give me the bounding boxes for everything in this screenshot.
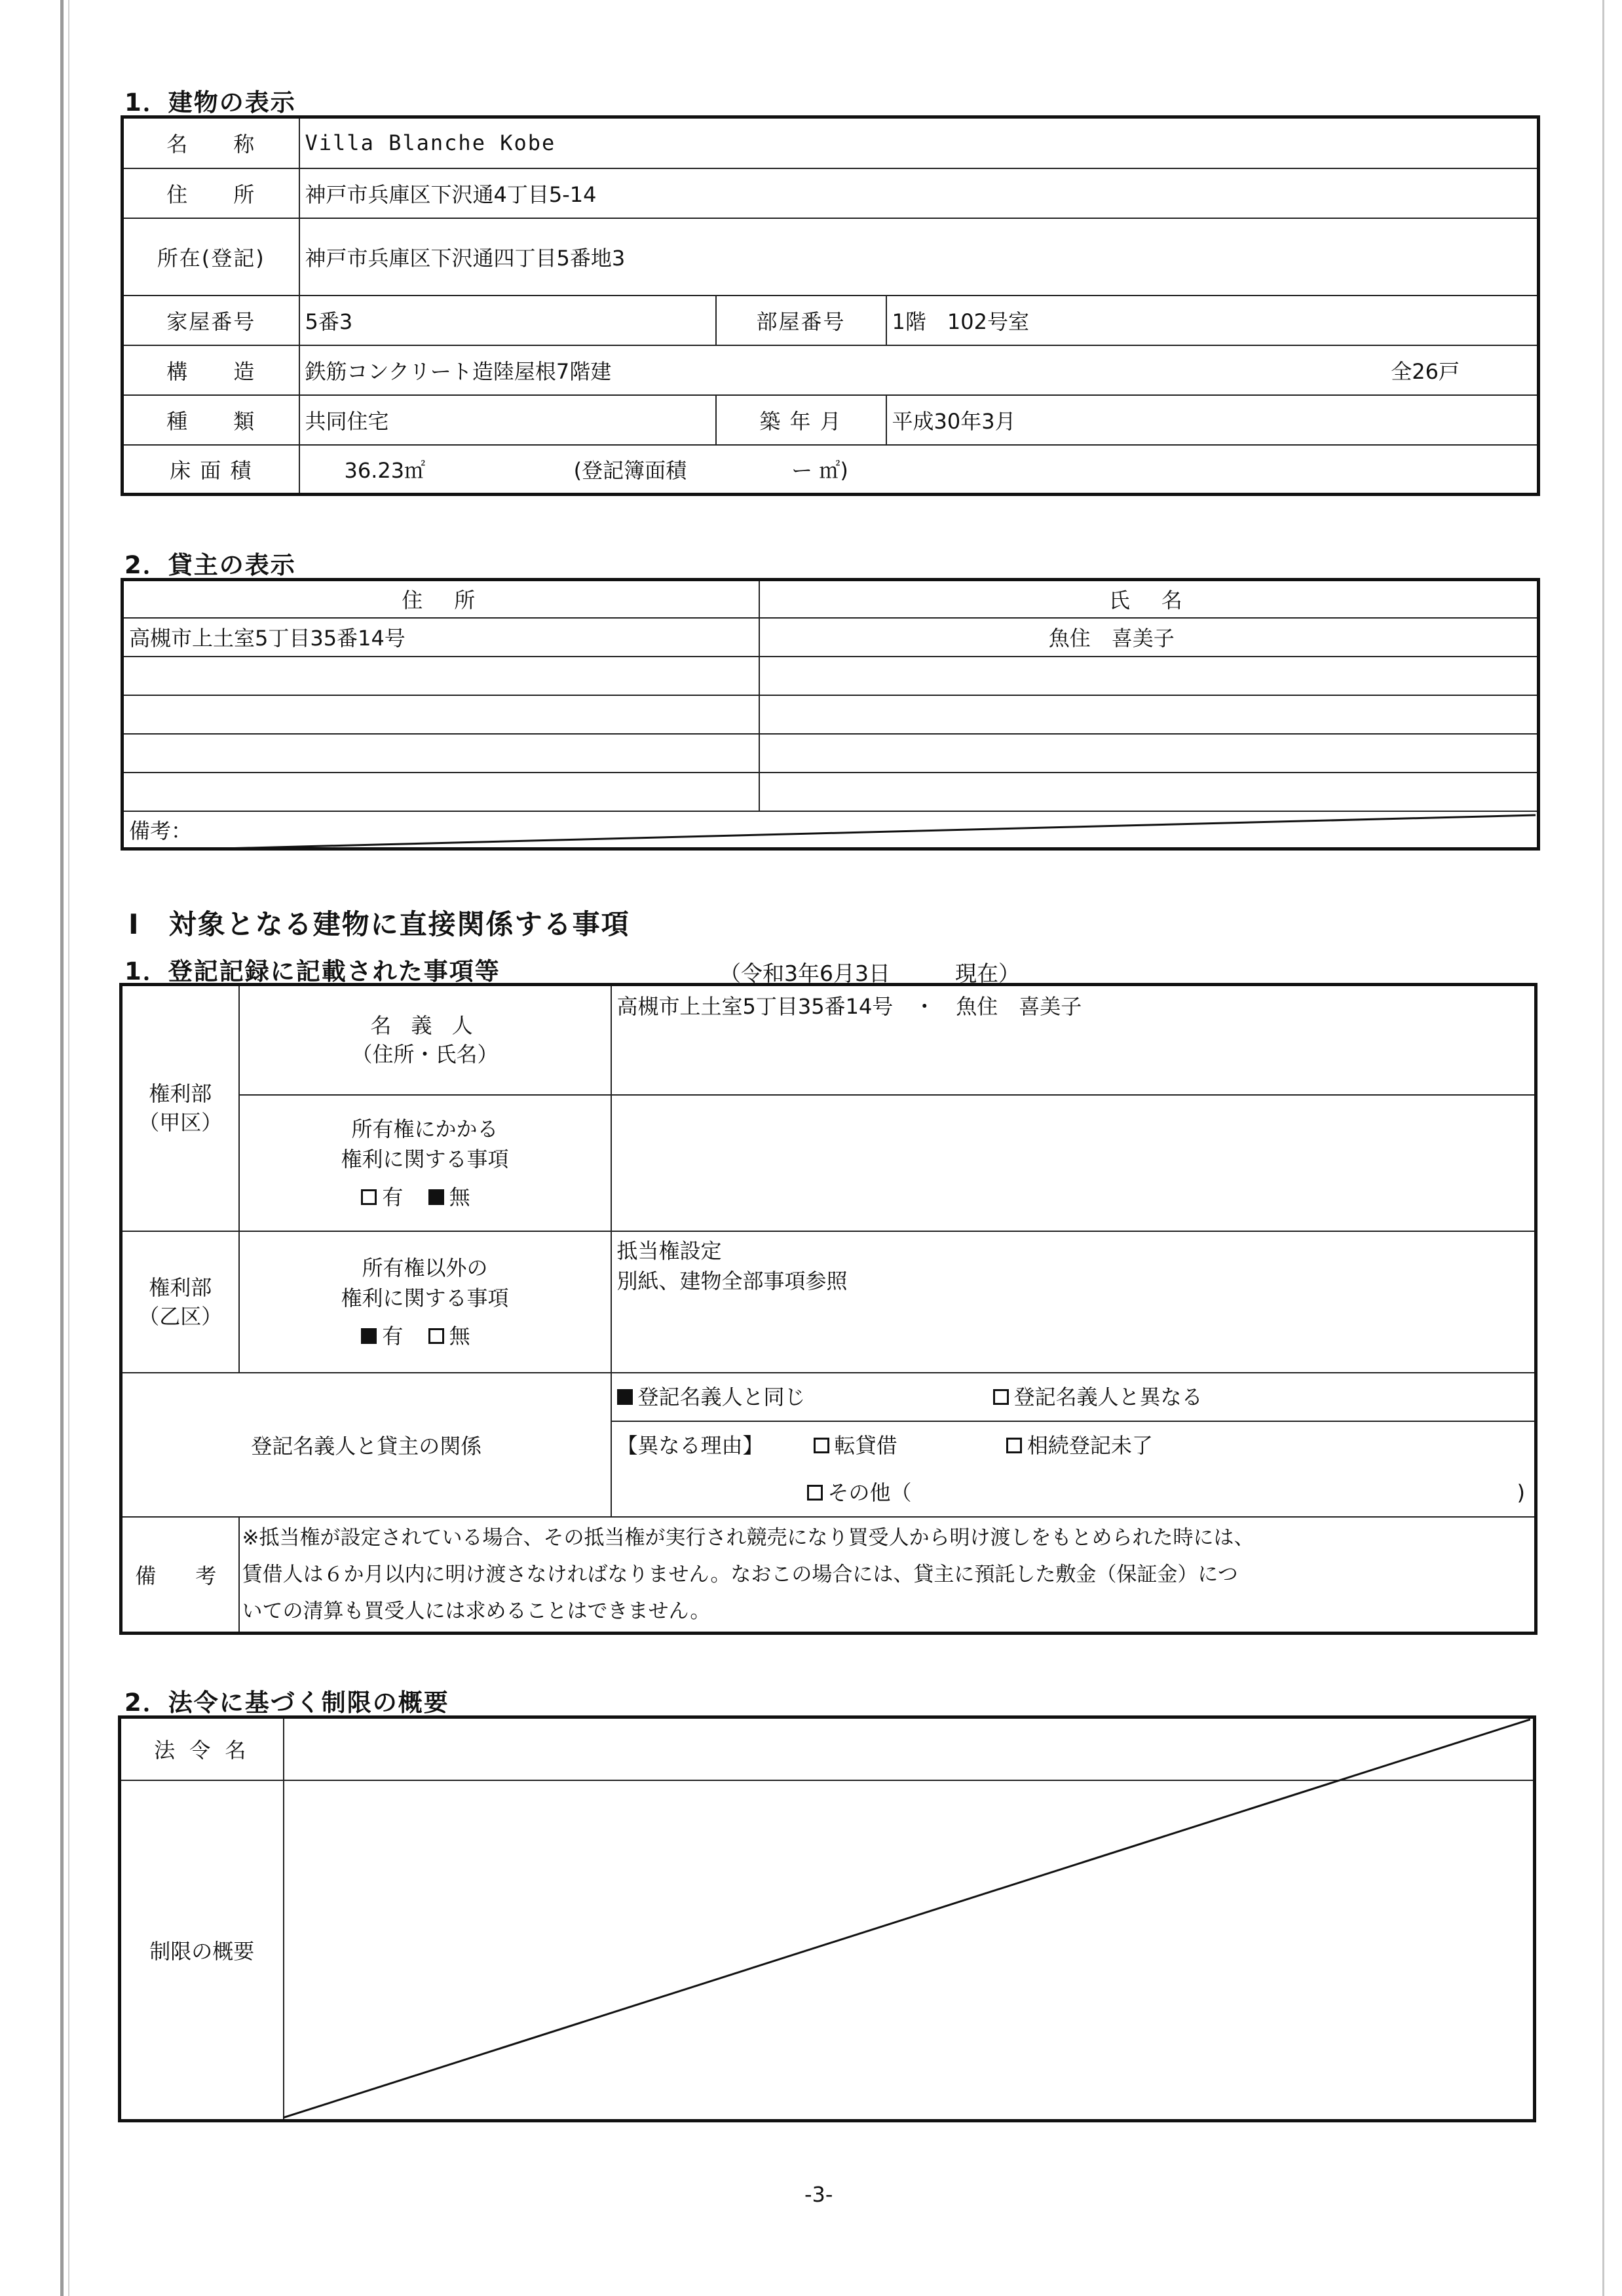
room-no-label: 部屋番号	[716, 296, 886, 345]
law-summary-label: 制限の概要	[120, 1780, 284, 2121]
lessor-name	[759, 734, 1539, 773]
kou-label-sub: （甲区）	[138, 1110, 223, 1136]
inherit-checkbox[interactable]	[1006, 1438, 1022, 1453]
registry-remarks-line: いての清算も買受人には求めることはできません。	[242, 1599, 711, 1623]
lessor-name: 魚住 喜美子	[759, 618, 1539, 657]
other-yes-option[interactable]	[361, 1317, 403, 1355]
type-label: 種 類	[123, 395, 299, 445]
floor-cell	[299, 445, 1539, 495]
otsu-label-sub: （乙区）	[138, 1303, 223, 1329]
relation-options-cell	[611, 1373, 1536, 1517]
other-yes-label: 有	[382, 1323, 404, 1349]
room-no-value: 1階 102号室	[886, 296, 1539, 345]
holder-label-cell	[239, 985, 611, 1095]
registry-remarks-line: ※抵当権が設定されている場合、その抵当権が実行され競売になり買受人から明け渡しをもとめられた時には、	[242, 1525, 1254, 1550]
address-value: 神戸市兵庫区下沢通4丁目5-14	[299, 168, 1539, 218]
registry-remarks-cell	[239, 1517, 1536, 1634]
location-label: 所在(登記)	[123, 218, 299, 296]
other-reason-checkbox[interactable]	[807, 1485, 823, 1501]
section-law-heading: 2．法令に基づく制限の概要	[124, 1689, 449, 1717]
registry-as-of: （令和3年6月3日 現在）	[719, 961, 1020, 986]
lessor-address	[123, 773, 759, 811]
section-I-heading: Ⅰ 対象となる建物に直接関係する事項	[128, 908, 630, 940]
other-yes-checkbox[interactable]	[361, 1328, 377, 1344]
holder-label: 名 義 人	[370, 1013, 480, 1039]
inherit-option[interactable]	[1006, 1422, 1153, 1469]
law-name-label: 法 令 名	[120, 1717, 284, 1780]
relation-row-2	[612, 1422, 1535, 1469]
same-label: 登記名義人と同じ	[637, 1384, 806, 1409]
page-number: -3-	[804, 2182, 833, 2207]
other-no-label: 無	[449, 1323, 470, 1349]
type-value: 共同住宅	[299, 395, 716, 445]
lessor-name	[759, 773, 1539, 811]
inherit-label: 相続登記未了	[1027, 1432, 1153, 1458]
section-building-heading: 1．建物の表示	[124, 88, 296, 117]
own-rights-label-sub: 権利に関する事項	[341, 1146, 509, 1172]
otsu-cell	[121, 1231, 239, 1373]
registry-remarks-line: 賃借人は６か月以内に明け渡さなければなりません。なおこの場合には、貸主に預託した敷金（保証金）につ	[242, 1562, 1238, 1586]
diff-label: 登記名義人と異なる	[1013, 1384, 1203, 1409]
scan-edge-right	[1602, 0, 1604, 2296]
own-rights-label: 所有権にかかる	[351, 1116, 499, 1141]
lessor-address	[123, 657, 759, 695]
same-option[interactable]	[617, 1373, 968, 1421]
floor-label: 床 面 積	[123, 445, 299, 495]
reason-label: 【異なる理由】	[616, 1432, 764, 1458]
other-rights-label: 所有権以外の	[362, 1255, 488, 1280]
kou-label: 権利部	[149, 1081, 212, 1107]
sublease-checkbox[interactable]	[814, 1438, 829, 1453]
own-rights-value	[611, 1095, 1536, 1231]
own-rights-cell	[239, 1095, 611, 1231]
section-lessor-heading: 2．貸主の表示	[124, 551, 296, 579]
lessor-address	[123, 734, 759, 773]
relation-row-3	[612, 1469, 1535, 1516]
lessor-address: 高槻市上土室5丁目35番14号	[123, 618, 759, 657]
own-no-option[interactable]	[428, 1178, 470, 1216]
own-no-checkbox[interactable]	[428, 1189, 444, 1205]
registry-remarks-label: 備 考	[121, 1517, 239, 1634]
sublease-option[interactable]	[814, 1422, 981, 1469]
units-value: 全26戸	[1391, 358, 1460, 384]
law-name-value	[284, 1717, 1535, 1780]
other-rights-label-sub: 権利に関する事項	[341, 1285, 509, 1311]
lessor-table	[121, 578, 1540, 851]
address-label: 住 所	[123, 168, 299, 218]
own-yes-label: 有	[382, 1184, 404, 1210]
lessor-col-address: 住 所	[123, 580, 759, 618]
relation-row-1	[612, 1373, 1535, 1422]
house-no-label: 家屋番号	[123, 296, 299, 345]
built-label: 築 年 月	[716, 395, 886, 445]
building-table	[121, 115, 1540, 496]
other-rights-cell	[239, 1231, 611, 1373]
other-rights-options	[245, 1317, 605, 1355]
other-reason-option[interactable]	[807, 1469, 912, 1516]
lessor-remarks-label: 備考：	[123, 811, 1539, 849]
name-label: 名 称	[123, 117, 299, 168]
own-yes-checkbox[interactable]	[361, 1189, 377, 1205]
built-value: 平成30年3月	[886, 395, 1539, 445]
diff-option[interactable]	[993, 1373, 1203, 1421]
house-no-value: 5番3	[299, 296, 716, 345]
structure-cell	[299, 345, 1539, 395]
lessor-col-name: 氏 名	[759, 580, 1539, 618]
holder-value: 高槻市上土室5丁目35番14号 ・ 魚住 喜美子	[611, 985, 1536, 1095]
section-registry-heading: 1．登記記録に記載された事項等	[124, 957, 500, 985]
location-value: 神戸市兵庫区下沢通四丁目5番地3	[299, 218, 1539, 296]
registry-area: (登記簿面積 ー ㎡)	[573, 457, 848, 483]
structure-value: 鉄筋コンクリート造陸屋根7階建	[305, 358, 612, 384]
lessor-name	[759, 695, 1539, 734]
kou-cell	[121, 985, 239, 1231]
other-rights-value: 抵当権設定	[616, 1238, 722, 1263]
law-summary-value	[284, 1780, 1535, 2121]
registry-table	[119, 983, 1537, 1635]
other-reason-label: その他（	[827, 1480, 912, 1505]
scan-edge-left-inner	[68, 0, 69, 2296]
own-rights-options	[245, 1178, 605, 1216]
other-rights-value-cell	[611, 1231, 1536, 1373]
relation-label: 登記名義人と貸主の関係	[121, 1373, 611, 1517]
own-yes-option[interactable]	[361, 1178, 403, 1216]
other-no-option[interactable]	[428, 1317, 470, 1355]
holder-label-sub: （住所・氏名）	[351, 1042, 499, 1067]
other-no-checkbox[interactable]	[428, 1328, 444, 1344]
own-no-label: 無	[449, 1184, 470, 1210]
lessor-name	[759, 657, 1539, 695]
name-value: Villa Blanche Kobe	[299, 117, 1539, 168]
diff-checkbox[interactable]	[993, 1389, 1009, 1405]
floor-value: 36.23㎡	[344, 457, 426, 483]
structure-label: 構 造	[123, 345, 299, 395]
law-table	[118, 1715, 1536, 2122]
sublease-label: 転貸借	[834, 1432, 897, 1458]
lessor-address	[123, 695, 759, 734]
other-rights-value-note: 別紙、建物全部事項参照	[616, 1268, 848, 1293]
otsu-label: 権利部	[149, 1274, 212, 1300]
other-reason-close: )	[1517, 1480, 1525, 1505]
same-checkbox[interactable]	[617, 1389, 633, 1405]
scan-edge-left	[60, 0, 64, 2296]
